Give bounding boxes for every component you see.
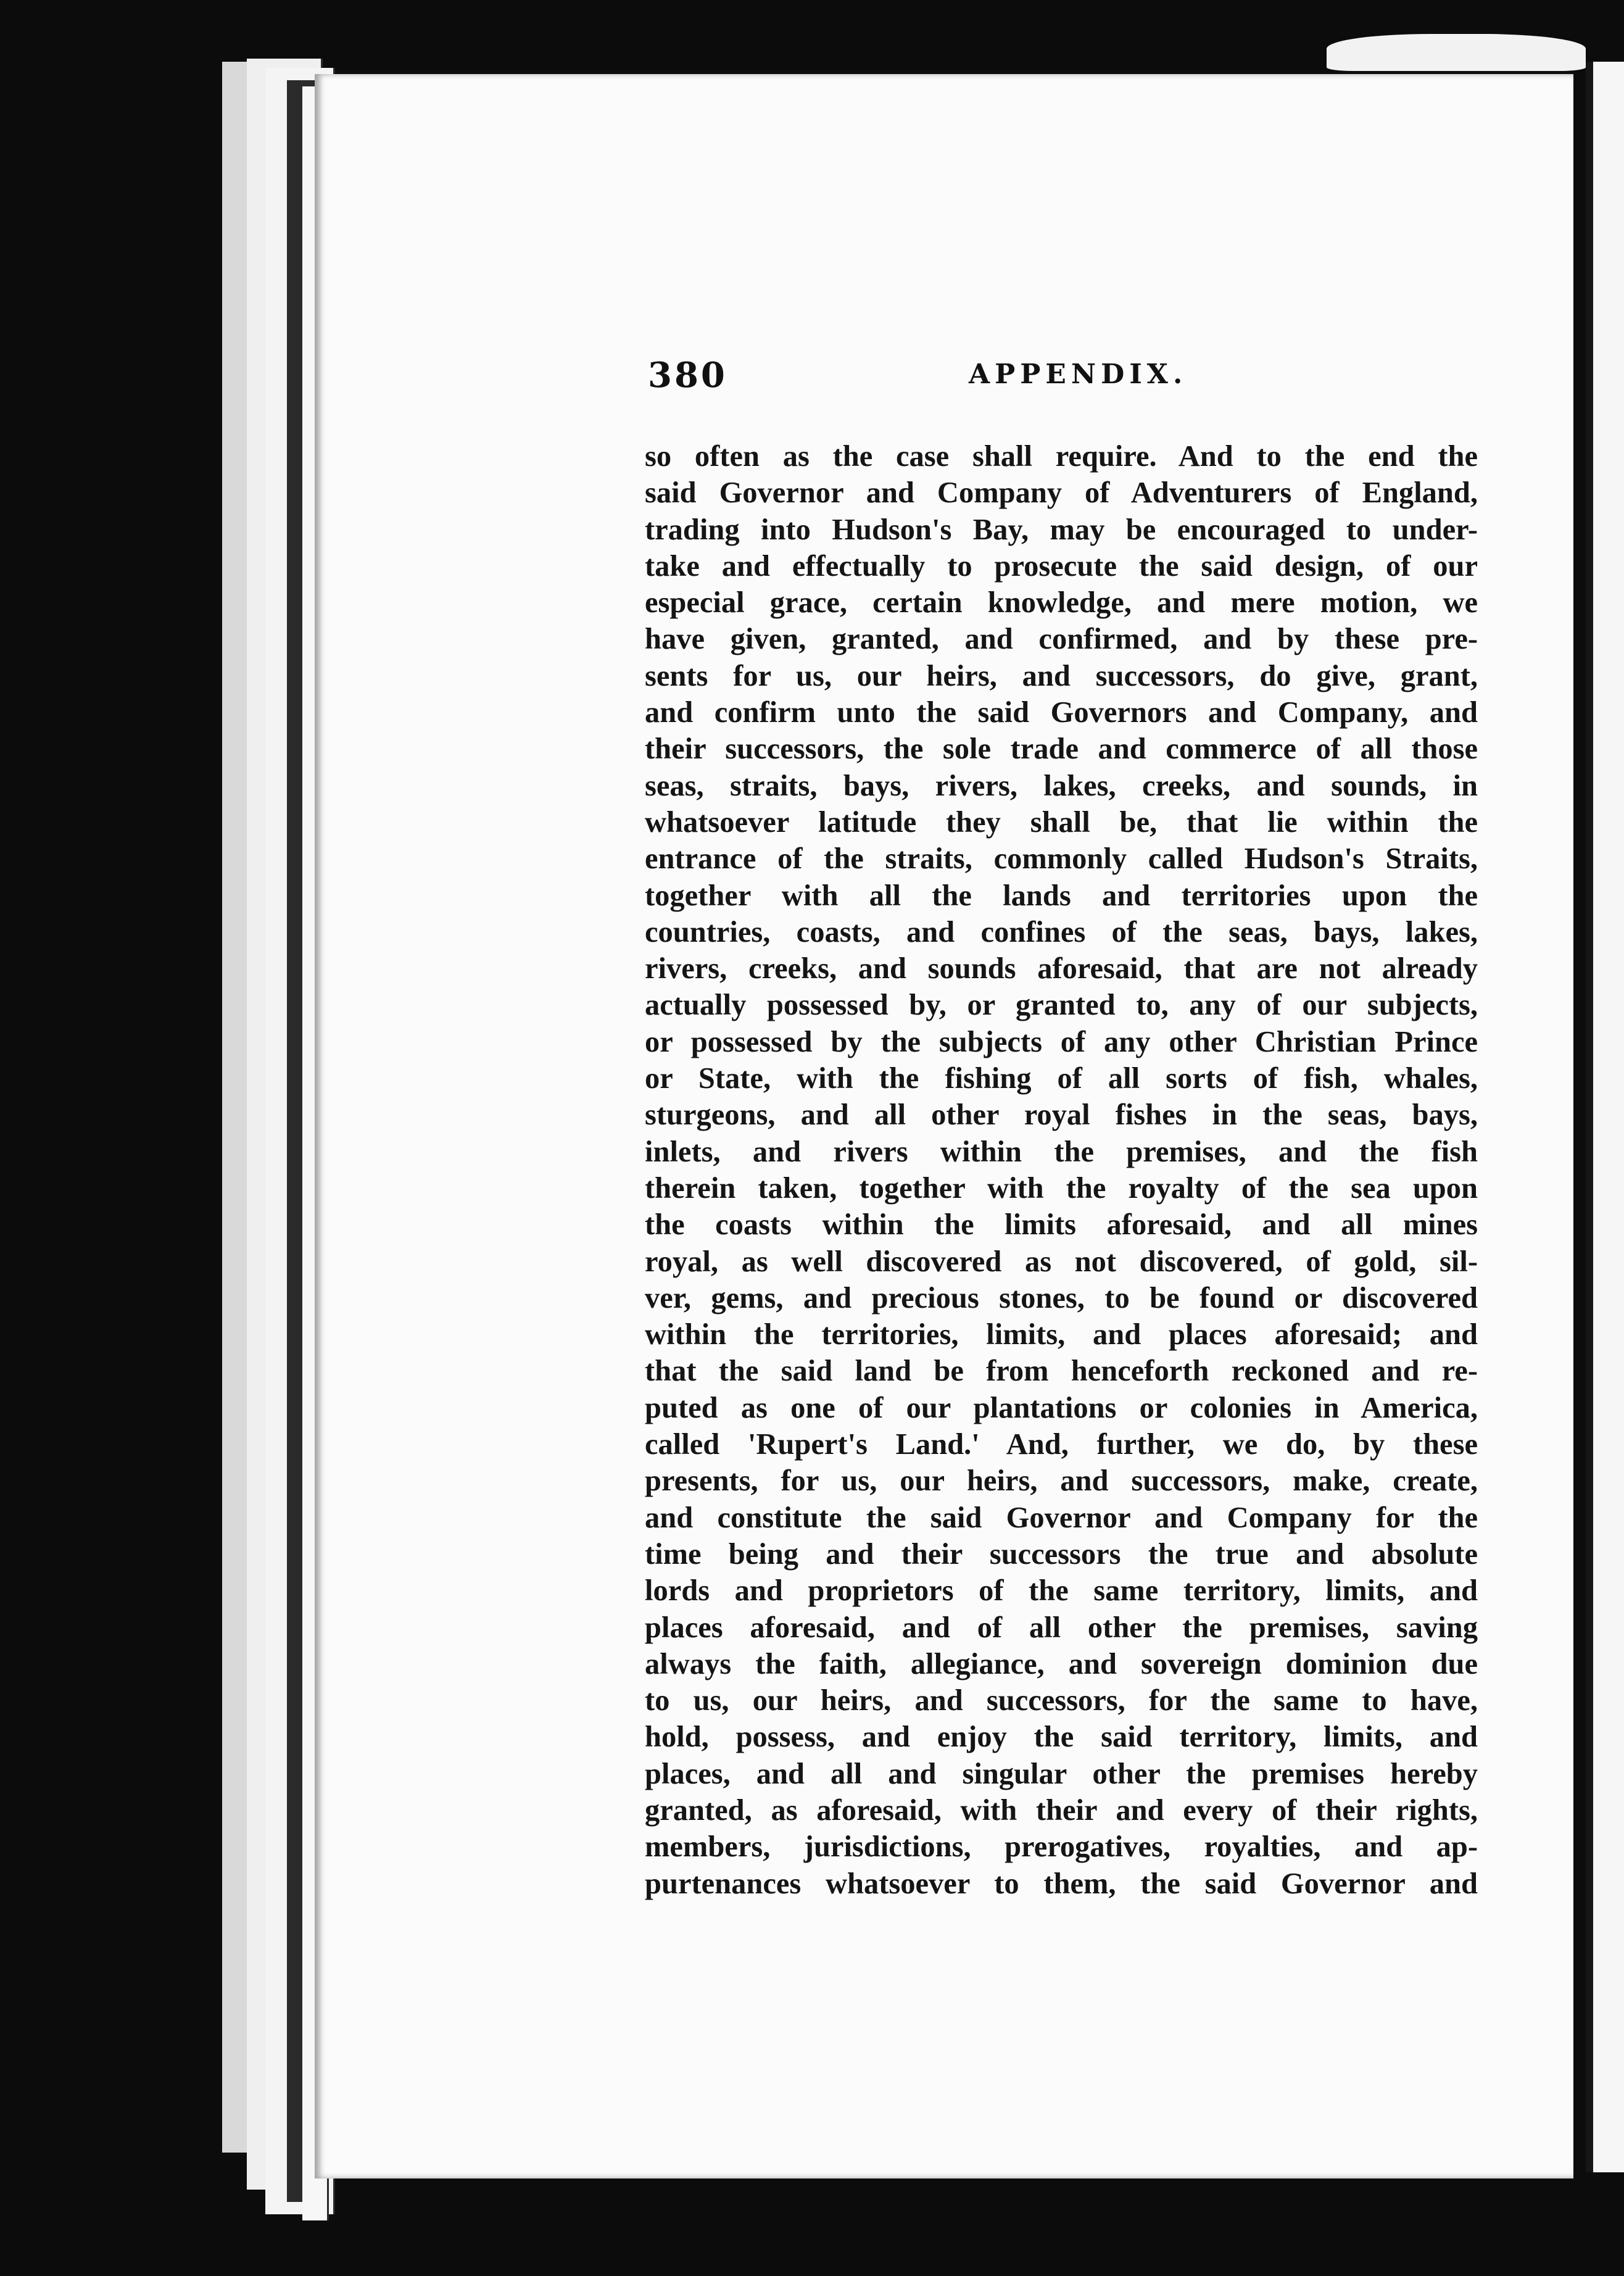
text-line: trading into Hudson's Bay, may be encouraged to under- xyxy=(645,513,1478,546)
text-line: purtenances whatsoever to them, the said Governor and xyxy=(645,1867,1478,1900)
text-line: therein taken, together with the royalty of the sea upon xyxy=(645,1171,1478,1205)
text-line: seas, straits, bays, rivers, lakes, creeks, and sounds, in xyxy=(645,769,1478,802)
text-line: so often as the case shall require. And to the end the xyxy=(645,440,1478,473)
text-line: and constitute the said Governor and Company for the xyxy=(645,1501,1478,1534)
text-line: presents, for us, our heirs, and successors, make, create, xyxy=(645,1464,1478,1498)
text-line: called 'Rupert's Land.' And, further, we do, by these xyxy=(645,1428,1478,1461)
text-line: especial grace, certain knowledge, and mere motion, we xyxy=(645,586,1478,620)
text-line: said Governor and Company of Adventurers of England, xyxy=(645,476,1478,510)
text-line: countries, coasts, and confines of the seas, bays, lakes, xyxy=(645,915,1478,949)
running-head: APPENDIX. xyxy=(969,359,1188,390)
facing-page-edge xyxy=(1586,62,1624,2172)
text-line: rivers, creeks, and sounds aforesaid, that are not already xyxy=(645,952,1478,986)
text-line: ver, gems, and precious stones, to be found or discovered xyxy=(645,1281,1478,1315)
text-line: puted as one of our plantations or colonies in America, xyxy=(645,1391,1478,1424)
text-line: take and effectually to prosecute the said design, of our xyxy=(645,549,1478,583)
text-line: sents for us, our heirs, and successors, do give, grant, xyxy=(645,659,1478,692)
text-line: to us, our heirs, and successors, for the same to have, xyxy=(645,1684,1478,1717)
text-line: actually possessed by, or granted to, any of our subjects, xyxy=(645,989,1478,1022)
text-line: that the said land be from henceforth reckoned and re- xyxy=(645,1355,1478,1388)
text-line: and confirm unto the said Governors and Company, and xyxy=(645,696,1478,729)
text-line: or possessed by the subjects of any other Christian Prince xyxy=(645,1025,1478,1058)
text-line: their successors, the sole trade and commerce of all those xyxy=(645,733,1478,766)
text-line: royal, as well discovered as not discovered, of gold, sil- xyxy=(645,1245,1478,1278)
text-line: granted, as aforesaid, with their and every of their rights, xyxy=(645,1793,1478,1827)
text-line: together with all the lands and territories upon the xyxy=(645,879,1478,912)
text-line: within the territories, limits, and places aforesaid; and xyxy=(645,1318,1478,1352)
text-line: hold, possess, and enjoy the said territory, limits, and xyxy=(645,1721,1478,1754)
text-line: entrance of the straits, commonly called Hudson's Straits, xyxy=(645,842,1478,876)
text-line: or State, with the fishing of all sorts of fish, whales, xyxy=(645,1062,1478,1095)
text-line: time being and their successors the true and absolute xyxy=(645,1537,1478,1571)
page-number: 380 xyxy=(648,355,727,396)
text-line: sturgeons, and all other royal fishes in the seas, bays, xyxy=(645,1099,1478,1132)
text-line: have given, granted, and confirmed, and by these pre- xyxy=(645,623,1478,656)
text-line: places aforesaid, and of all other the premises, saving xyxy=(645,1611,1478,1644)
text-line: members, jurisdictions, prerogatives, royalties, and ap- xyxy=(645,1830,1478,1864)
body-text xyxy=(645,438,1478,1902)
page-header xyxy=(648,355,1481,404)
text-line: inlets, and rivers within the premises, and the fish xyxy=(645,1135,1478,1168)
text-line: always the faith, allegiance, and sovereign dominion due xyxy=(645,1647,1478,1680)
text-line: the coasts within the limits aforesaid, and all mines xyxy=(645,1208,1478,1242)
text-line: lords and proprietors of the same territory, limits, and xyxy=(645,1574,1478,1608)
text-line: places, and all and singular other the premises hereby xyxy=(645,1757,1478,1790)
text-line: whatsoever latitude they shall be, that lie within the xyxy=(645,805,1478,839)
page-top-curl xyxy=(1327,34,1586,71)
